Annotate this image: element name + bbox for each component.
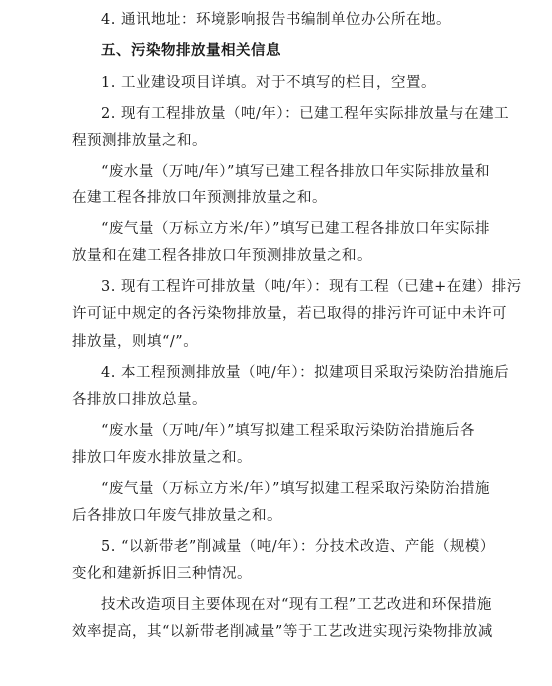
text-line: “废气量（万标立方米/年）”填写已建工程各排放口年实际排 xyxy=(101,221,490,237)
text-line: 4. 本工程预测排放量（吨/年）：拟建项目采取污染防治措施后 xyxy=(101,365,510,381)
text-line: 变化和建新拆旧三种情况。 xyxy=(72,566,252,582)
text-line: 5. “以新带老”削减量（吨/年）：分技术改造、产能（规模） xyxy=(101,539,495,555)
text-line: 排放口年废水排放量之和。 xyxy=(72,450,252,466)
text-line: 技术改造项目主要体现在对“现有工程”工艺改进和环保措施 xyxy=(101,597,492,613)
text-line: 2. 现有工程排放量（吨/年）：已建工程年实际排放量与在建工 xyxy=(101,106,510,122)
text-line: 各排放口排放总量。 xyxy=(72,392,207,408)
text-line: “废水量（万吨/年）”填写拟建工程采取污染防治措施后各 xyxy=(101,423,475,439)
text-line: 3. 现有工程许可排放量（吨/年）：现有工程（已建+在建）排污 xyxy=(101,279,522,295)
text-line: 后各排放口年废气排放量之和。 xyxy=(72,508,282,524)
text-line: 排放量，则填“/”。 xyxy=(72,334,199,350)
text-line: 放量和在建工程各排放口年预测排放量之和。 xyxy=(72,248,372,264)
text-line: 4. 通讯地址：环境影响报告书编制单位办公所在地。 xyxy=(101,12,451,28)
text-line: 许可证中规定的各污染物排放量，若已取得的排污许可证中未许可 xyxy=(72,306,507,322)
section-heading: 五、污染物排放量相关信息 xyxy=(101,43,281,59)
text-line: 1. 工业建设项目详填。对于不填写的栏目，空置。 xyxy=(101,75,436,91)
text-line: “废水量（万吨/年）”填写已建工程各排放口年实际排放量和 xyxy=(101,164,490,180)
text-line: “废气量（万标立方米/年）”填写拟建工程采取污染防治措施 xyxy=(101,481,490,497)
text-line: 在建工程各排放口年预测排放量之和。 xyxy=(72,190,327,206)
text-line: 效率提高，其“以新带老削减量”等于工艺改进实现污染物排放减 xyxy=(72,624,493,640)
text-line: 程预测排放量之和。 xyxy=(72,133,207,149)
